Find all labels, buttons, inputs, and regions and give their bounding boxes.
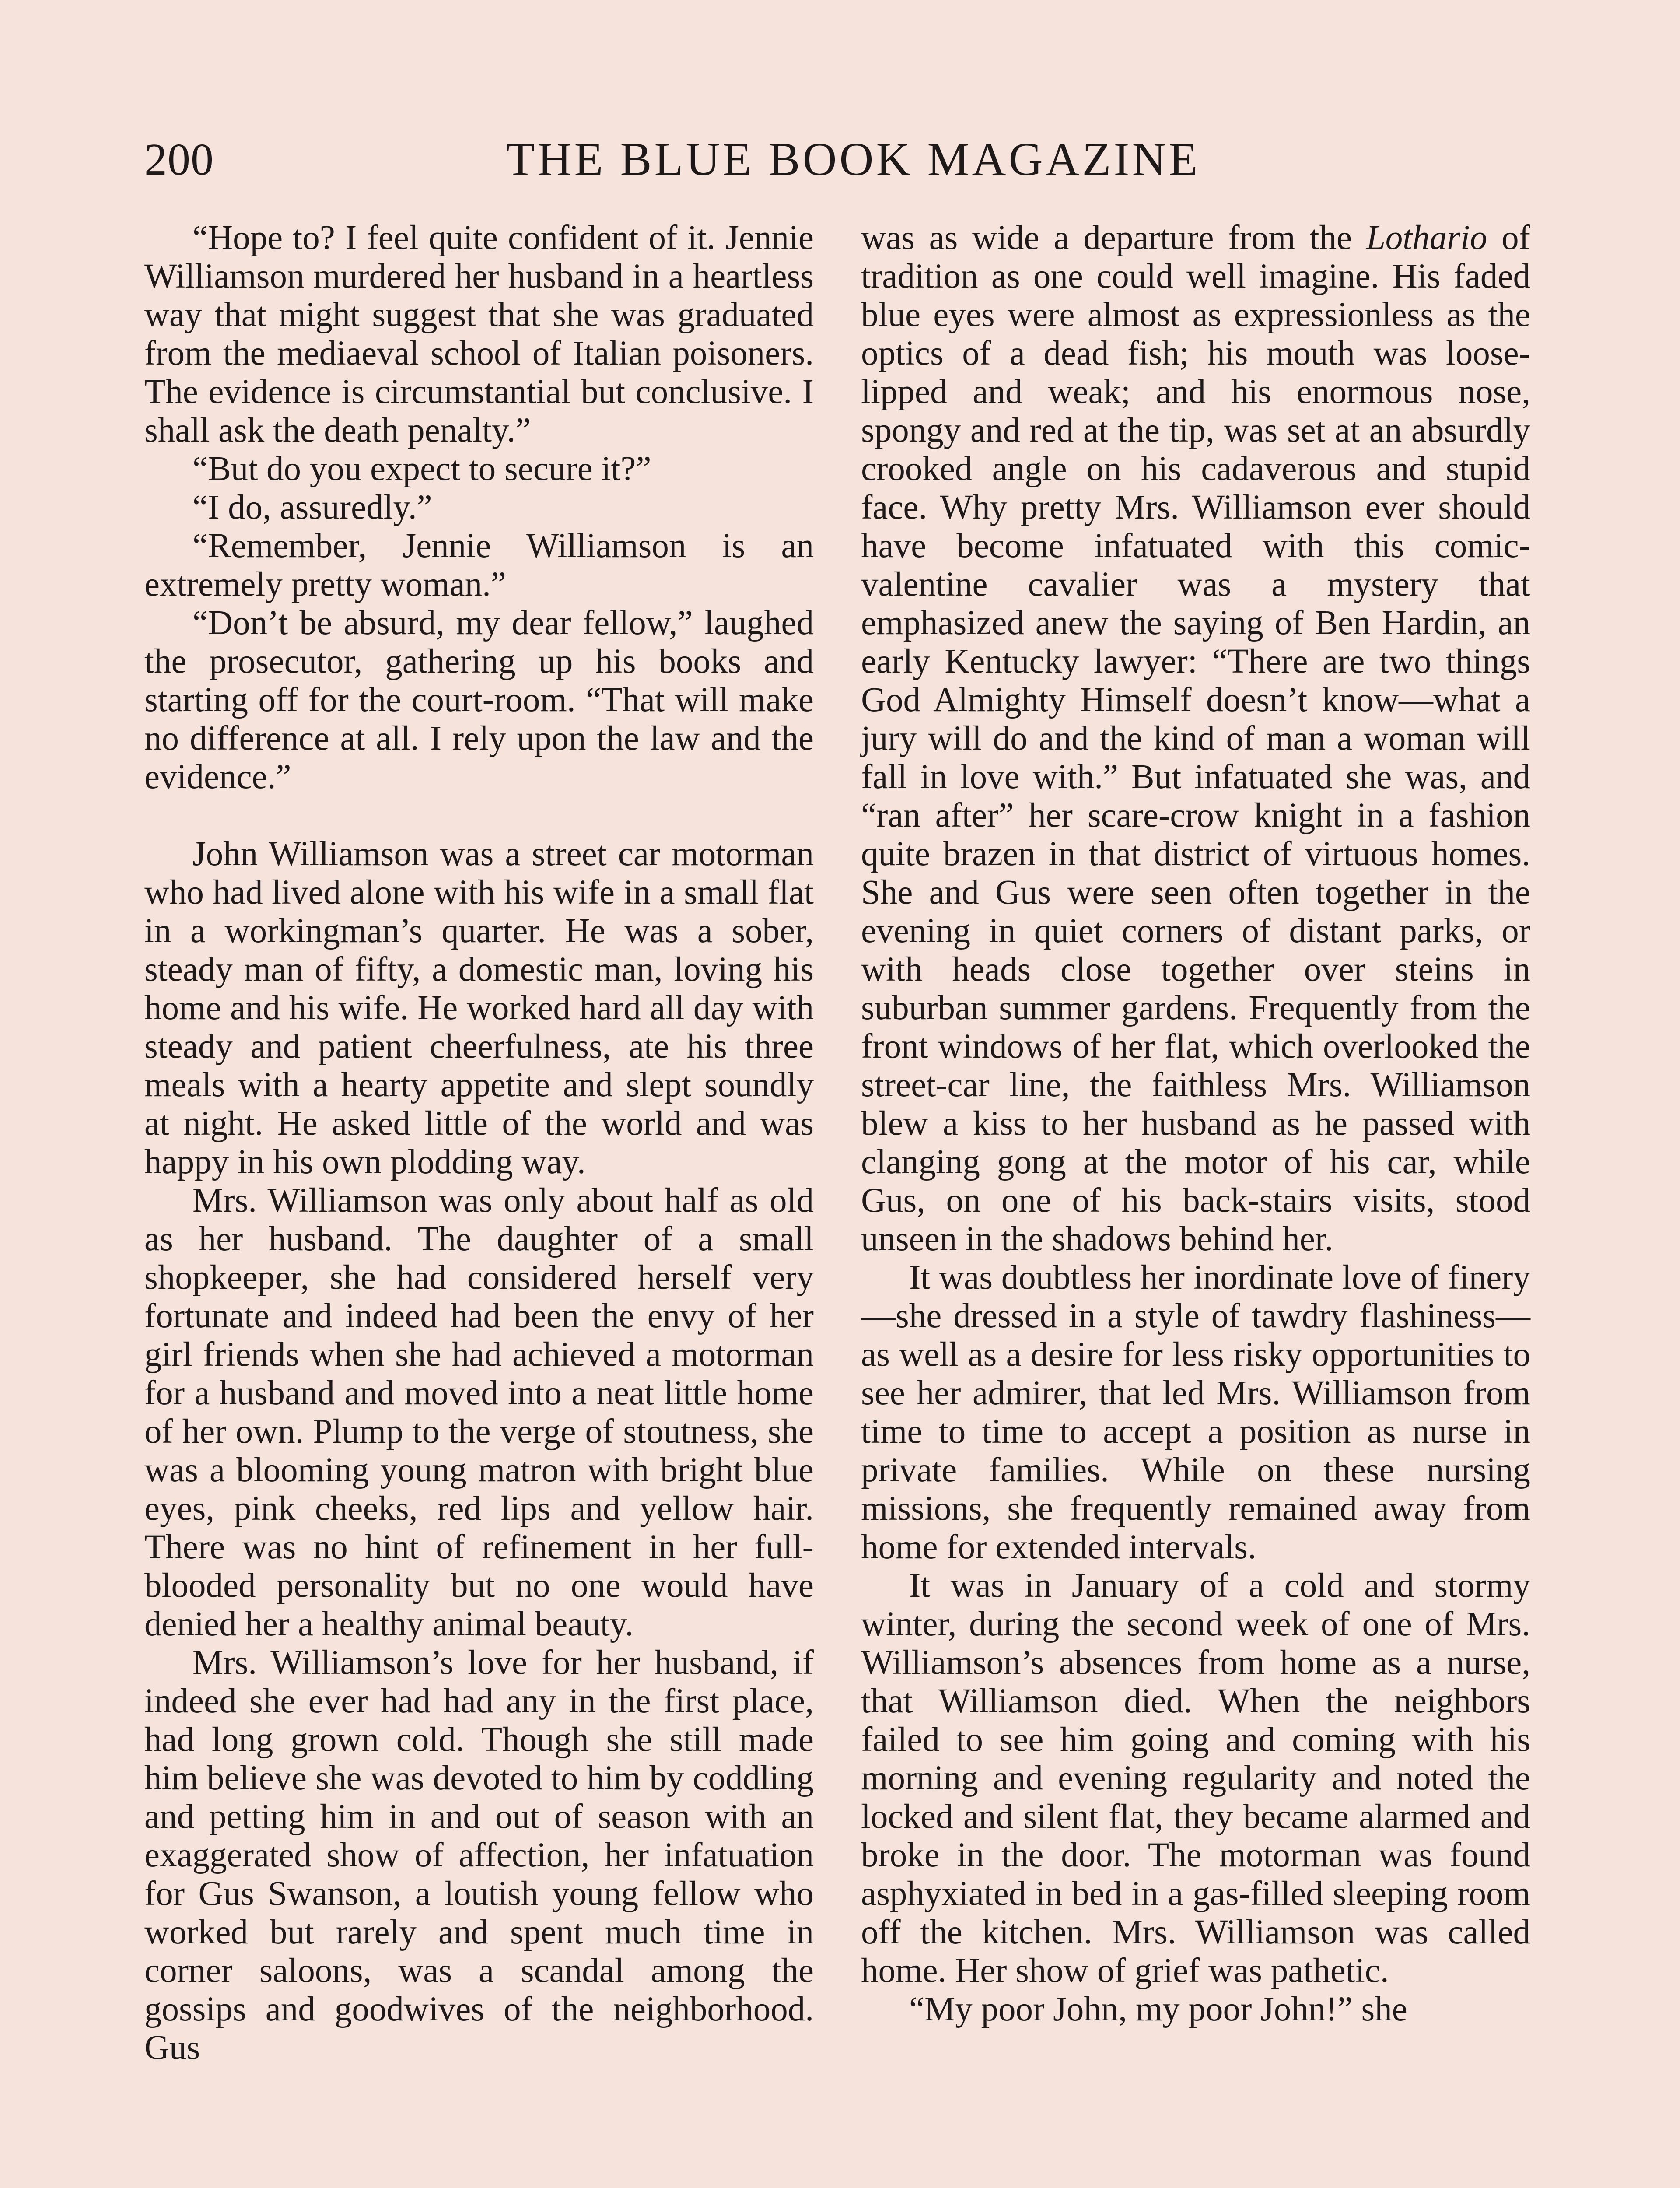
paragraph: “Remember, Jennie Williamson is an extremely pretty woman.” [144, 527, 814, 603]
paragraph: “Hope to? I feel quite confident of it. Jennie Williamson murdered her husband in a heartless way that might suggest that she was graduated from the mediaeval school of Italian poisoners. The evidence is circumstantial but conclusive. I shall ask the death penalty.” [144, 219, 814, 449]
text-run: of tradition as one could well imagine. His faded blue eyes were almost as expressionless as the optics of a dead fish; his mouth was loose-lipped and weak; and his enormous nose, spongy and red at the tip, was set at an absurdly crooked angle on his cadaverous and stupid face. Why pretty Mrs. Williamson ever should have become infatuated with this comic-valentine cavalier was a mystery that emphasized anew the saying of Ben Hardin, an early Kentucky lawyer: “There are two things God Almighty Himself doesn’t know—what a jury will do and the kind of man a woman will fall in love with.” But infatuated she was, and “ran after” her scare-crow knight in a fashion quite brazen in that district of virtuous homes. She and Gus were seen often together in the evening in quiet corners of distant parks, or with heads close together over steins in suburban summer gardens. Frequently from the front windows of her flat, which overlooked the street-car line, the faithless Mrs. Williamson blew a kiss to her husband as he passed with clanging gong at the motor of his car, while Gus, on one of his back-stairs visits, stood unseen in the shadows behind her. [861, 219, 1530, 1258]
text-run: was as wide a departure from the [861, 219, 1366, 257]
paragraph: “Don’t be absurd, my dear fellow,” laughed the prosecutor, gathering up his books and starting off for the court-room. “That will make no difference at all. I rely upon the law and the evidence.” [144, 604, 814, 796]
page-number: 200 [144, 134, 214, 185]
paragraph: “My poor John, my poor John!” she [909, 1990, 1407, 2028]
left-column [144, 219, 814, 2067]
page-header [144, 127, 1536, 197]
paragraph: “But do you expect to secure it?” [192, 450, 651, 488]
right-column [861, 219, 1530, 2029]
italic-word: Lothario [1366, 219, 1488, 257]
magazine-title: THE BLUE BOOK MAGAZINE [506, 133, 1200, 186]
paragraph: “I do, assuredly.” [192, 488, 432, 526]
paragraph: Mrs. Williamson’s love for her husband, if indeed she ever had had any in the first place, had long grown cold. Though she still made him believe she was devoted to him by coddling and petting him in and out of season with an exaggerated show of affection, her infatuation for Gus Swanson, a loutish young fellow who worked but rarely and spent much time in corner saloons, was a scandal among the gossips and goodwives of the neighborhood. Gus [144, 1644, 814, 2067]
paragraph: John Williamson was a street car motorman who had lived alone with his wife in a small flat in a workingman’s quarter. He was a sober, steady man of fifty, a domestic man, loving his home and his wife. He worked hard all day with steady and patient cheerfulness, ate his three meals with a hearty appetite and slept soundly at night. He asked little of the world and was happy in his own plodding way. [144, 835, 814, 1181]
paragraph: It was in January of a cold and stormy winter, during the second week of one of Mrs. Williamson’s absences from home as a nurse, that Williamson died. When the neighbors failed to see him going and coming with his morning and evening regularity and noted the locked and silent flat, they became alarmed and broke in the door. The motorman was found asphyxiated in bed in a gas-filled sleeping room off the kitchen. Mrs. Williamson was called home. Her show of grief was pathetic. [861, 1567, 1530, 1990]
paragraph-continued [861, 219, 1530, 1259]
paragraph: It was doubtless her inordinate love of finery—she dressed in a style of tawdry flashiness—as well as a desire for less risky opportunities to see her admirer, that led Mrs. Williamson from time to time to accept a position as nurse in private families. While on these nursing missions, she frequently remained away from home for extended intervals. [861, 1259, 1530, 1566]
paragraph: Mrs. Williamson was only about half as old as her husband. The daughter of a small shopkeeper, she had considered herself very fortunate and indeed had been the envy of her girl friends when she had achieved a motorman for a husband and moved into a neat little home of her own. Plump to the verge of stoutness, she was a blooming young matron with bright blue eyes, pink cheeks, red lips and yellow hair. There was no hint of refinement in her full-blooded personality but no one would have denied her a healthy animal beauty. [144, 1182, 814, 1643]
